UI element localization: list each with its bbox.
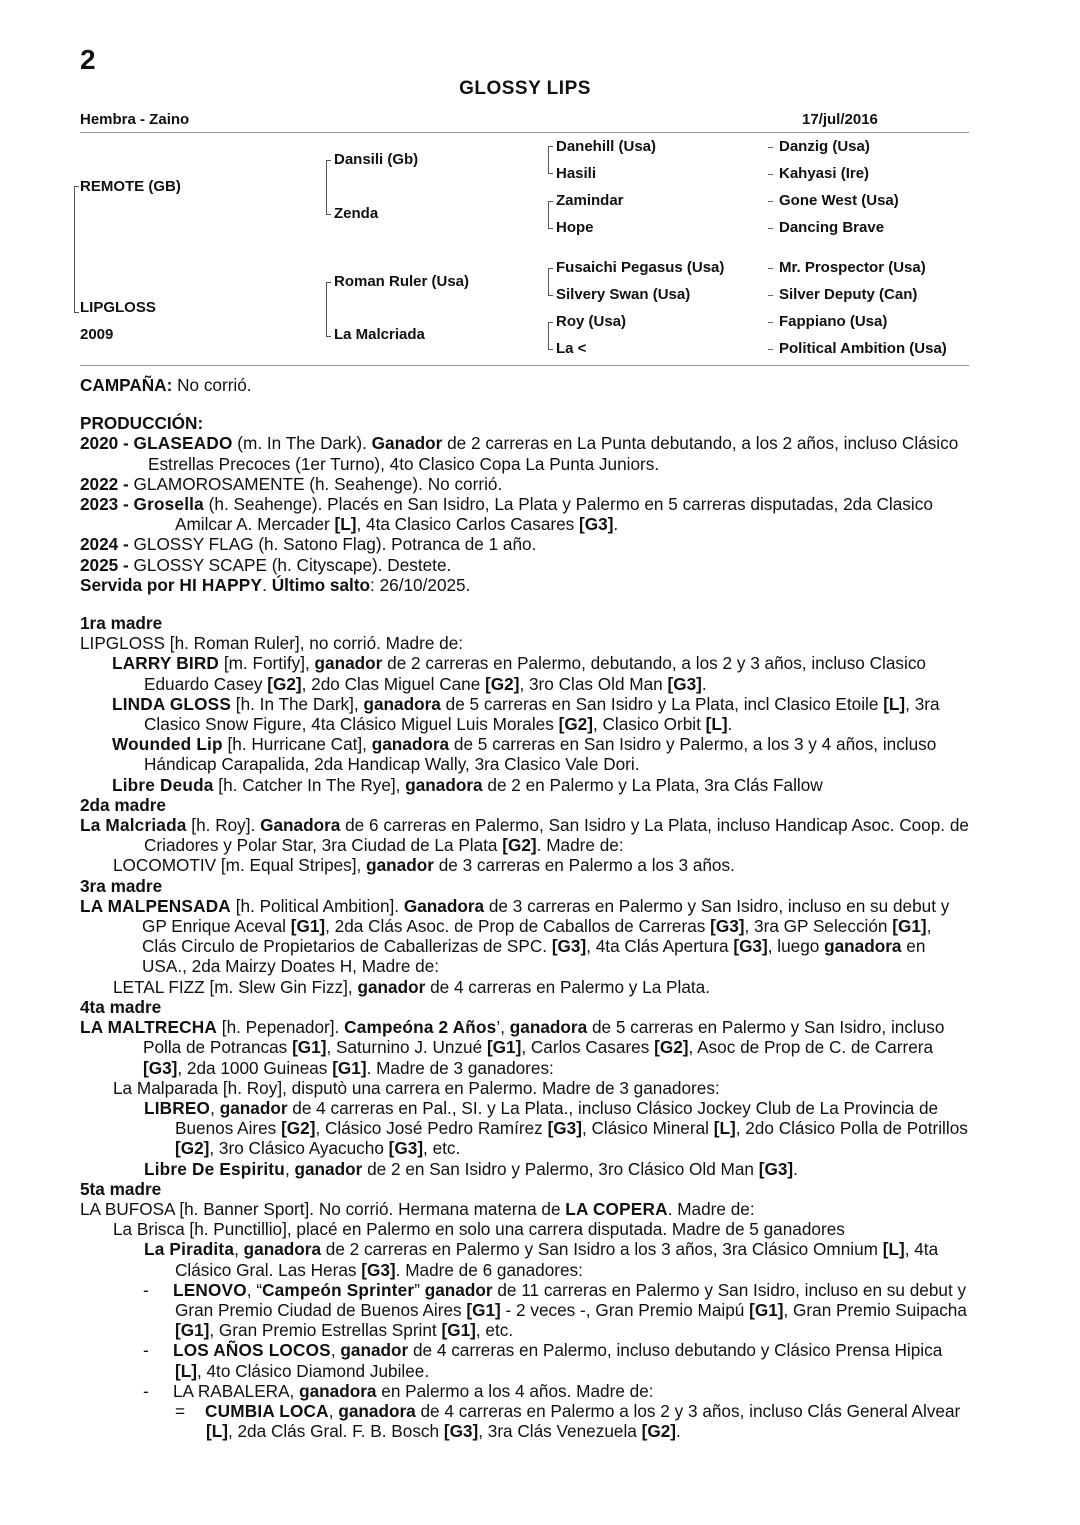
text: [h. In The Dark], <box>231 693 364 714</box>
text: , <box>330 1340 341 1361</box>
grade: [G3] <box>361 1259 396 1280</box>
dam-name: LA COPERA <box>565 1198 668 1219</box>
progeny-linda-gloss <box>80 694 970 734</box>
progeny-libreo <box>80 1098 970 1159</box>
text-bold: ganador <box>424 1279 493 1300</box>
text: , Clás Circulo de Propietarios de Caballerizas de SPC. <box>142 916 932 957</box>
grade: [L] <box>705 714 728 735</box>
dam-year: 2009 <box>80 326 114 343</box>
produce-name: GLASEADO <box>133 433 233 454</box>
text: de 4 carreras en Palermo a los 2 y 3 años, incluso Clás General Alvear <box>415 1400 961 1421</box>
campana-text: No corrió. <box>172 375 252 395</box>
text-bold: ganadora <box>363 693 441 714</box>
grade: [L] <box>206 1421 228 1442</box>
dash-marker: - <box>143 1380 149 1401</box>
text: en USA., 2da Mairzy Doates H, Madre de: <box>142 936 926 977</box>
text-bold: ganador <box>294 1158 363 1179</box>
grade: [G2] <box>641 1421 676 1442</box>
text: GLAMOROSAMENTE (h. Seahenge). No corrió. <box>133 473 503 494</box>
madre3-header: 3ra madre <box>80 875 163 896</box>
progeny-letal-fizz <box>80 977 970 997</box>
text: [m. Fortify], <box>219 653 315 674</box>
text-bold: ganadora <box>243 1239 322 1260</box>
text: [h. Pepenador]. <box>217 1017 345 1038</box>
produce-name: LENOVO <box>173 1279 247 1300</box>
grade: [G2] <box>502 835 537 856</box>
gen3-name: Roy (Usa) <box>556 313 627 330</box>
text: , Saturnino J. Unzué <box>326 1037 487 1058</box>
pedigree-rule <box>80 365 969 366</box>
text: , Gran Premio Estrellas Sprint <box>209 1320 442 1341</box>
gen4-name: Political Ambition (Usa) <box>779 340 947 357</box>
text: , Carlos Casares <box>521 1037 655 1058</box>
progeny-la-brisca: La Brisca [h. Punctillio], placé en Palermo en solo una carrera disputada. Madre de 5 ganadores <box>113 1219 845 1240</box>
gen4-name: Mr. Prospector (Usa) <box>779 259 926 276</box>
text: . <box>727 714 733 735</box>
produce-name: LIBREO <box>144 1097 211 1118</box>
gen3-tick <box>548 201 553 202</box>
text-bold: Ganadora <box>403 895 485 916</box>
text: , 4to Clásico Diamond Jubilee. <box>196 1360 430 1381</box>
gen4-dash <box>768 228 773 229</box>
produccion-2024 <box>80 534 970 554</box>
progeny-cumbia-loca <box>80 1401 970 1441</box>
progeny-wounded-lip <box>80 734 970 774</box>
text: LA BUFOSA [h. Banner Sport]. No corrió. Hermana materna de <box>80 1198 566 1219</box>
grade: [G3] <box>443 1421 479 1442</box>
year: 2025 - <box>80 554 134 575</box>
gen3-bracket <box>548 322 549 350</box>
title-bold: Campeón Sprinter <box>262 1279 415 1300</box>
progeny-la-rabalera <box>80 1381 970 1401</box>
text: - 2 veces -, Gran Premio Maipú <box>500 1299 750 1320</box>
produce-name: Wounded Lip <box>112 734 223 755</box>
grade: [G2] <box>175 1138 210 1159</box>
text: GLOSSY FLAG (h. Satono Flag). Potranca de 1 año. <box>133 534 537 555</box>
text-bold: ganadora <box>824 936 902 957</box>
birth-date: 17/jul/2016 <box>802 111 878 128</box>
text: , <box>284 1158 295 1179</box>
gen3-name: Silvery Swan (Usa) <box>556 286 691 303</box>
grade: [L] <box>882 1239 905 1260</box>
gen3-name: Hope <box>556 219 594 236</box>
dash-marker: - <box>143 1340 149 1361</box>
progeny-la-malparada: La Malparada [h. Roy], disputò una carrera en Palermo. Madre de 3 ganadores: <box>113 1077 720 1098</box>
progeny-lenovo <box>80 1280 970 1341</box>
text: , 2do Clas Miguel Cane <box>301 673 486 694</box>
progeny-libre-de-espiritu <box>80 1159 970 1179</box>
text-bold: ganadora <box>338 1400 416 1421</box>
dash-marker: - <box>143 1279 149 1300</box>
progeny-libre-deuda <box>80 775 970 795</box>
text-bold: ganadora <box>371 734 450 755</box>
grade: [G3] <box>579 514 614 535</box>
grade: [G1] <box>892 916 927 937</box>
text: , 3ra Clás Venezuela <box>478 1421 642 1442</box>
lot-number: 2 <box>80 44 96 75</box>
campana <box>80 375 970 395</box>
gen1-tick <box>74 312 79 313</box>
grade: [G3] <box>667 673 702 694</box>
text: . Madre de 3 ganadores: <box>366 1057 554 1078</box>
grade: [G3] <box>388 1138 424 1159</box>
year: 2023 - <box>80 494 134 515</box>
produccion-2025 <box>80 555 970 575</box>
text: , Clasico Orbit <box>592 714 706 735</box>
text: de 6 carreras en Palermo, San Isidro y La Plata, incluso Handicap Asoc. Coop. de Criadores y Polar Star, 3ra Ciudad de La Plata <box>144 815 969 856</box>
progeny-locomotiv <box>80 855 970 875</box>
sire-dam: Zenda <box>334 205 379 222</box>
produce-name: Libre Deuda <box>112 774 214 795</box>
produccion-2023 <box>80 494 970 534</box>
grade: [G3] <box>710 916 745 937</box>
produce-name: Grosella <box>133 494 204 515</box>
gen3-tick <box>548 295 553 296</box>
gen4-dash <box>768 268 773 269</box>
grade: [L] <box>334 514 357 535</box>
madre3-entry <box>80 896 970 977</box>
text: de 4 carreras en Palermo, incluso debutando y Clásico Prensa Hipica <box>408 1340 943 1361</box>
text: de 5 carreras en San Isidro y La Plata, incl Clasico Etoile <box>440 693 884 714</box>
gen4-dash <box>768 349 773 350</box>
dam: LIPGLOSS <box>80 299 156 316</box>
text: . Madre de 6 ganadores: <box>395 1259 583 1280</box>
text: , “ <box>246 1279 263 1300</box>
text: , Gran Premio Suipacha <box>783 1299 967 1320</box>
text: de 2 carreras en Palermo y San Isidro a los 3 años, 3ra Clásico Omnium <box>321 1239 883 1260</box>
sire: REMOTE (GB) <box>80 178 181 195</box>
text-bold: ganadora <box>299 1380 377 1401</box>
text-bold: ganadora <box>509 1017 588 1038</box>
grade: [G1] <box>175 1320 210 1341</box>
grade: [G3] <box>551 936 587 957</box>
grade: [G3] <box>143 1057 178 1078</box>
year: 2024 - <box>80 534 134 555</box>
text: . <box>262 574 272 595</box>
produce-name: LARRY BIRD <box>112 653 220 674</box>
grade: [G1] <box>486 1037 522 1058</box>
gen4-name: Danzig (Usa) <box>779 138 870 155</box>
text: en Palermo a los 4 años. Madre de: <box>376 1380 654 1401</box>
gen3-tick <box>548 349 553 350</box>
text: , luego <box>767 936 825 957</box>
text: [h. Catcher In The Rye], <box>213 774 406 795</box>
madre5-intro <box>80 1199 970 1219</box>
madre2-header: 2da madre <box>80 794 166 815</box>
year: 2022 - <box>80 473 134 494</box>
text: . <box>701 673 707 694</box>
grade: [G3] <box>758 1158 794 1179</box>
produce-name: CUMBIA LOCA <box>205 1400 329 1421</box>
text: , <box>328 1400 339 1421</box>
madre4-header: 4ta madre <box>80 996 162 1017</box>
gen4-name: Kahyasi (Ire) <box>779 165 870 182</box>
text-bold: Último salto <box>271 574 371 595</box>
campana-label: CAMPAÑA: <box>80 375 173 395</box>
gen3-name: Hasili <box>556 165 597 182</box>
gen3-name: Fusaichi Pegasus (Usa) <box>556 259 725 276</box>
madre1-intro: LIPGLOSS [h. Roman Ruler], no corrió. Madre de: <box>80 633 464 654</box>
grade: [G2] <box>267 673 302 694</box>
text: , 2da Clás Asoc. de Prop de Caballos de Carreras <box>325 916 711 937</box>
text: , 4ta Clásico Gral. Las Heras <box>175 1239 939 1280</box>
grade: [G1] <box>749 1299 784 1320</box>
dam-dam: La Malcriada <box>334 326 425 343</box>
text-bold: ganador <box>357 976 426 997</box>
text: , Clásico Mineral <box>581 1118 714 1139</box>
gen3-tick <box>548 322 553 323</box>
grade: [G2] <box>654 1037 689 1058</box>
text: de 5 carreras en Palermo y San Isidro, incluso Polla de Potrancas <box>143 1017 945 1058</box>
gen3-tick <box>548 228 553 229</box>
text-bold: Ganador <box>371 433 443 454</box>
text-bold: ganador <box>219 1097 288 1118</box>
text: , 4ta Clasico Carlos Casares <box>356 514 580 535</box>
gen3-tick <box>548 146 553 147</box>
text: , 3ro Clas Old Man <box>519 673 668 694</box>
gen4-name: Gone West (Usa) <box>779 192 899 209</box>
grade: [G1] <box>292 1037 327 1058</box>
gen4-dash <box>768 201 773 202</box>
year: 2020 - <box>80 433 134 454</box>
text: ” <box>414 1279 425 1300</box>
grade: [G2] <box>281 1118 316 1139</box>
text: LA RABALERA, <box>173 1380 300 1401</box>
text: , <box>210 1097 220 1118</box>
text: de 5 carreras en San Isidro y Palermo, a los 3 y 4 años, incluso Hándicap Carapalida, 2da Handicap Wally, 3ra Clasico Vale Dori. <box>144 734 937 775</box>
text: , 2da 1000 Guineas <box>177 1057 333 1078</box>
gen4-name: Silver Deputy (Can) <box>779 286 918 303</box>
text: . <box>613 514 619 535</box>
produccion-label: PRODUCCIÓN: <box>80 413 204 434</box>
horse-name: GLOSSY LIPS <box>459 78 591 99</box>
grade: [G3] <box>733 936 768 957</box>
gen3-bracket <box>548 146 549 174</box>
gen4-dash <box>768 295 773 296</box>
grade: [L] <box>713 1118 736 1139</box>
text: , Clásico José Pedro Ramírez <box>315 1118 548 1139</box>
text: , 3ra GP Selección <box>744 916 893 937</box>
text: , 3ro Clásico Ayacucho <box>209 1138 389 1159</box>
grade: [L] <box>883 693 906 714</box>
text: de 2 carreras en Palermo, debutando, a los 2 y 3 años, incluso Clasico Eduardo Casey <box>144 653 926 694</box>
text: [h. Hurricane Cat], <box>222 734 372 755</box>
progeny-la-piradita <box>80 1239 970 1279</box>
text: , etc. <box>475 1320 514 1341</box>
text: GLOSSY SCAPE (h. Cityscape). Destete. <box>133 554 452 575</box>
dam-name: La Malcriada <box>80 815 187 836</box>
text-bold: ganador <box>340 1340 409 1361</box>
gen4-dash <box>768 147 773 148</box>
text: , <box>234 1239 244 1260</box>
text: [h. Roy]. <box>186 815 261 836</box>
text: LOCOMOTIV [m. Equal Stripes], <box>113 855 367 876</box>
grade: [G2] <box>558 714 593 735</box>
gen2-tick <box>326 160 331 161</box>
gen4-dash <box>768 174 773 175</box>
gen3-bracket <box>548 201 549 229</box>
text: , 2do Clásico Polla de Potrillos <box>735 1118 968 1139</box>
gen2-tick <box>326 336 331 337</box>
text: (h. Seahenge). Placés en San Isidro, La Plata y Palermo en 5 carreras disputadas, 2da Clasico Amilcar A. Mercader <box>175 494 933 535</box>
text-bold: ganadora <box>405 774 483 795</box>
sex-color: Hembra - Zaino <box>80 111 190 128</box>
text: de 4 carreras en Palermo y La Plata. <box>425 976 710 997</box>
gen3-name: Danehill (Usa) <box>556 138 657 155</box>
text: de 3 carreras en Palermo a los 3 años. <box>433 855 735 876</box>
text: , etc. <box>423 1138 461 1159</box>
text: de 2 en San Isidro y Palermo, 3ro Clásico Old Man <box>362 1158 759 1179</box>
gen3-tick <box>548 268 553 269</box>
grade: [G2] <box>485 673 520 694</box>
servida <box>80 575 970 595</box>
stallion-name: HI HAPPY <box>179 574 263 595</box>
sire-sire: Dansili (Gb) <box>334 151 419 168</box>
produccion-2022 <box>80 474 970 494</box>
grade: [G3] <box>547 1118 582 1139</box>
progeny-los-anos-locos <box>80 1340 970 1380</box>
text: , 4ta Clás Apertura <box>586 936 734 957</box>
gen3-tick <box>548 173 553 174</box>
dam-sire: Roman Ruler (Usa) <box>334 273 470 290</box>
grade: [G1] <box>441 1320 476 1341</box>
catalog-body <box>80 375 970 1441</box>
text: , Asoc de Prop de C. de Carrera <box>688 1037 934 1058</box>
madre2-entry <box>80 815 970 855</box>
text: de 2 en Palermo y La Plata, 3ra Clás Fallow <box>482 774 823 795</box>
gen3-name: Zamindar <box>556 192 624 209</box>
text: . <box>793 1158 798 1179</box>
text: LETAL FIZZ [m. Slew Gin Fizz], <box>113 976 358 997</box>
produce-name: LINDA GLOSS <box>112 693 232 714</box>
madre5-header: 5ta madre <box>80 1178 162 1199</box>
gen4-dash <box>768 322 773 323</box>
gen2-tick <box>326 214 331 215</box>
gen1-tick <box>74 186 79 187</box>
text: de 2 carreras en La Punta debutando, a los 2 años, incluso Clásico Estrellas Precoces (1er Turno), 4to Clasico Copa La Punta Juniors. <box>148 433 959 474</box>
gen2-tick <box>326 282 331 283</box>
dam-name: LA MALPENSADA <box>80 895 231 916</box>
text-bold: ganador <box>314 653 383 674</box>
text: : 26/10/2025. <box>370 574 471 595</box>
grade: [L] <box>175 1360 197 1381</box>
title-bold: Campeóna 2 Años <box>344 1017 497 1038</box>
produce-name: LOS AÑOS LOCOS <box>173 1340 331 1361</box>
grade: [G1] <box>332 1057 367 1078</box>
text: (m. In The Dark). <box>232 433 372 454</box>
gen3-bracket <box>548 268 549 296</box>
text: de 11 carreras en Palermo y San Isidro, incluso en su debut y Gran Premio Ciudad de Buenos Aires <box>175 1279 967 1320</box>
progeny-larry-bird <box>80 653 970 693</box>
text: . <box>675 1421 681 1442</box>
produce-name: La Piradita <box>144 1239 235 1260</box>
text: ’, <box>496 1017 510 1038</box>
text-bold: Ganadora <box>260 815 341 836</box>
grade: [G1] <box>290 916 326 937</box>
gen2-bracket <box>326 160 327 215</box>
dam-name: LA MALTRECHA <box>80 1017 218 1038</box>
text: , 2da Clás Gral. F. B. Bosch <box>227 1421 444 1442</box>
madre1-header: 1ra madre <box>80 613 163 634</box>
text: . Madre de: <box>536 835 624 856</box>
gen1-bracket <box>74 186 75 313</box>
produce-name: Libre De Espiritu <box>144 1158 285 1179</box>
text-bold: ganador <box>366 855 434 876</box>
gen2-bracket <box>326 282 327 337</box>
madre4-entry <box>80 1017 970 1078</box>
header-rule <box>80 132 969 133</box>
text: de 3 carreras en Palermo y San Isidro, incluso en su debut y GP Enrique Aceval <box>142 895 950 937</box>
grade: [G1] <box>466 1299 501 1320</box>
text: [h. Political Ambition]. <box>230 895 404 916</box>
equals-marker: = <box>175 1400 186 1421</box>
text-bold: Servida por <box>80 574 180 595</box>
text: . Madre de: <box>667 1198 755 1219</box>
produccion-2020 <box>80 433 970 473</box>
text: de 4 carreras en Pal., SI. y La Plata., incluso Clásico Jockey Club de La Provincia de Buenos Aires <box>175 1097 939 1139</box>
gen4-name: Fappiano (Usa) <box>779 313 888 330</box>
gen3-name: La < <box>556 340 587 357</box>
text: , 3ra Clasico Snow Figure, 4ta Clásico Miguel Luis Morales <box>144 693 940 735</box>
gen4-name: Dancing Brave <box>779 219 885 236</box>
